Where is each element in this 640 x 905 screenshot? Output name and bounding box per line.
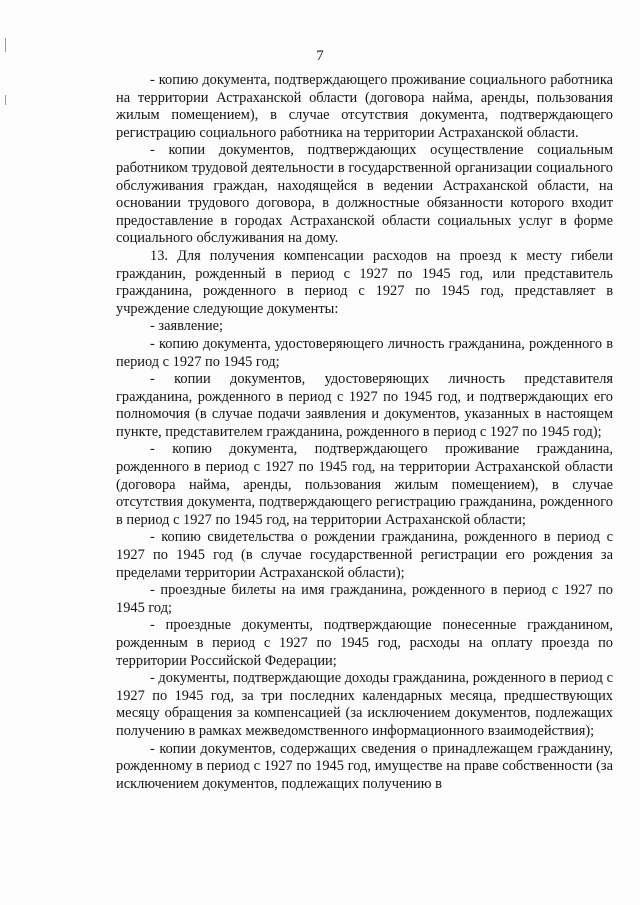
paragraph: - копии документов, подтверждающих осуществление социальным работником трудовой деятельности в государственной организации социального обслуживания граждан, находящейся в ведении Астраханской области, на основании трудового договора, в должностные обязанности которого входит предоставление в городах Астраханской области социальных услуг в форме социального обслуживания на дому. bbox=[116, 142, 613, 247]
document-body bbox=[116, 72, 613, 793]
list-item: - документы, подтверждающие доходы гражданина, рожденного в период с 1927 по 1945 год, за три последних календарных месяца, предшествующих месяцу обращения за компенсацией (за исключением документов, подлежащих получению в рамках межведомственного информационного взаимодействия); bbox=[116, 670, 613, 739]
page-number: 7 bbox=[316, 48, 324, 64]
list-item: - копию документа, удостоверяющего личность гражданина, рожденного в период с 1927 по 1945 год; bbox=[116, 335, 613, 370]
paragraph: - копию документа, подтверждающего проживание социального работника на территории Астраханской области (договора найма, аренды, пользования жилым помещением), в случае отсутствия документа, подтверждающего регистрацию социального работника на территории Астраханской области. bbox=[116, 72, 613, 141]
list-item: - копии документов, содержащих сведения о принадлежащем гражданину, рожденному в период с 1927 по 1945 год, имуществе на праве собственности (за исключением документов, подлежащих получению в bbox=[116, 740, 613, 792]
list-item: - копию документа, подтверждающего проживание гражданина, рожденного в период с 1927 по 1945 год, на территории Астраханской области (договора найма, аренды, пользования жилым помещением), в случае отсутствия документа, подтверждающего регистрацию гражданина, рожденного в период с 1927 по 1945 год, на территории Астраханской области; bbox=[116, 441, 613, 528]
scan-edge-mark bbox=[5, 95, 6, 105]
list-item: - копию свидетельства о рождении гражданина, рожденного в период с 1927 по 1945 год (в случае государственной регистрации его рождения за пределами территории Астраханской области); bbox=[116, 529, 613, 581]
list-item: - заявление; bbox=[150, 318, 224, 335]
list-item: - копии документов, удостоверяющих личность представителя гражданина, рожденного в период с 1927 по 1945 год, и подтверждающих его полномочия (в случае подачи заявления и документов, указанных в настоящем пункте, представителем гражданина, рожденного в период с 1927 по 1945 год); bbox=[116, 371, 613, 440]
list-item: - проездные документы, подтверждающие понесенные гражданином, рожденным в период с 1927 по 1945 год, расходы на оплату проезда по территории Российской Федерации; bbox=[116, 617, 613, 669]
list-item: - проездные билеты на имя гражданина, рожденного в период с 1927 по 1945 год; bbox=[116, 582, 613, 616]
paragraph: 13. Для получения компенсации расходов на проезд к месту гибели гражданин, рожденный в период с 1927 по 1945 год, или представитель гражданина, рожденного в период с 1927 по 1945 год, представляет в учреждение следующие документы: bbox=[116, 247, 613, 317]
